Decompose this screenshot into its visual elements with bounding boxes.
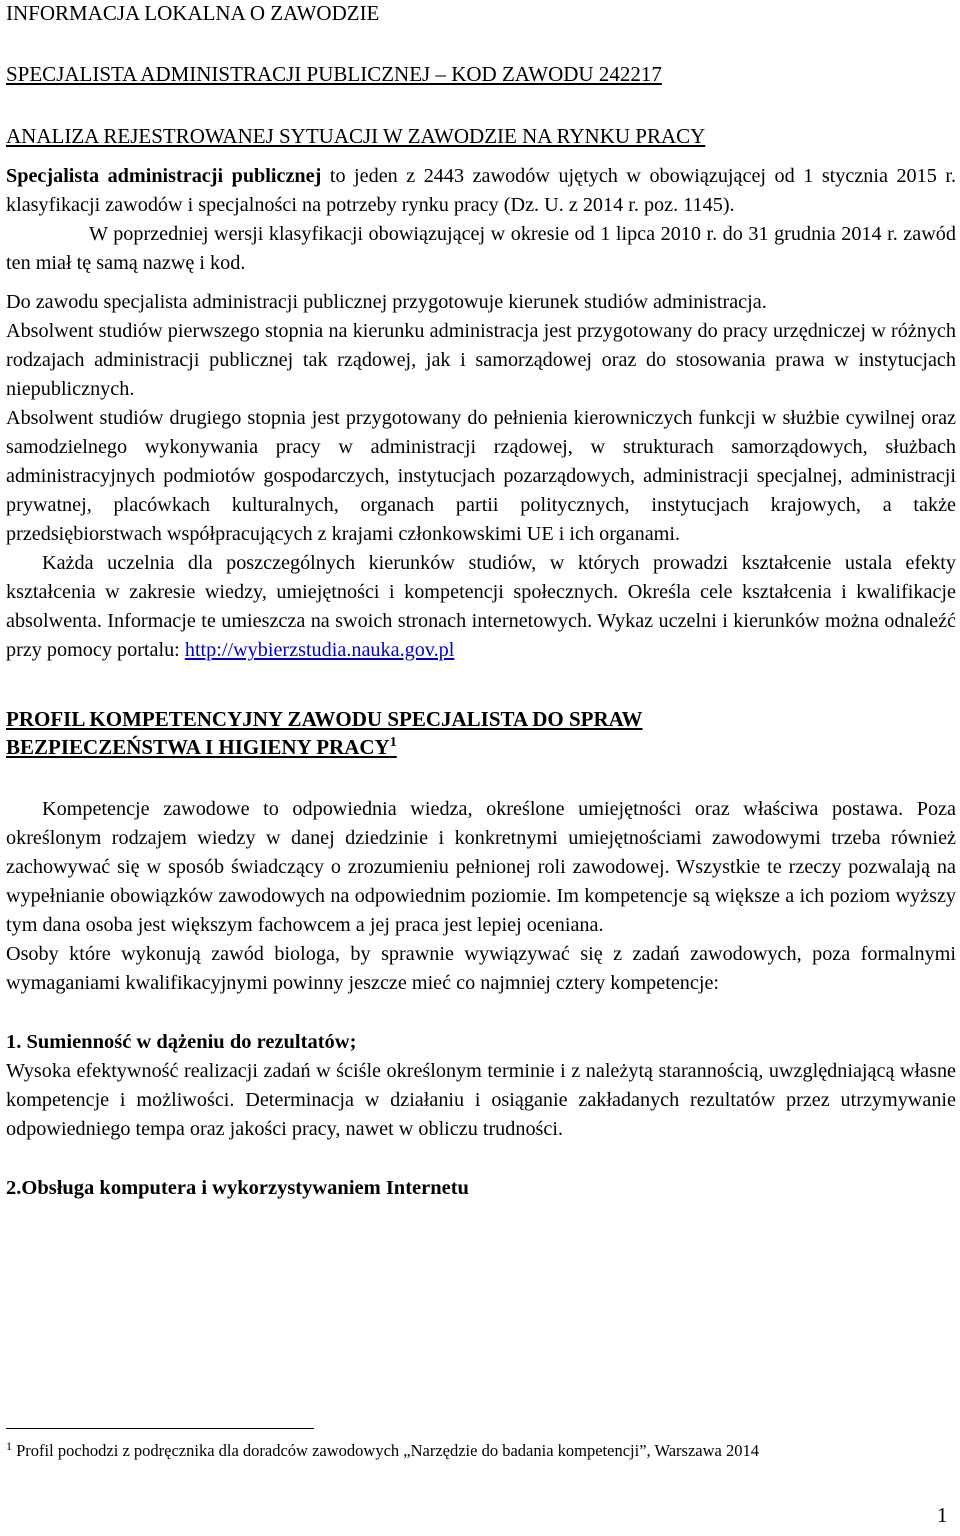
section-1-text: Wysoka efektywność realizacji zadań w ściśle określonym terminie i z należytą starannością, uwzględniającą własne kompetencje i możliwości. Determinacja w działaniu i osiąganie zakładanych rezultatów przez utrzymywanie odpowiedniego tempa oraz jakości pracy, nawet w obliczu trudności. [6, 1060, 956, 1140]
analysis-heading: ANALIZA REJESTROWANEJ SYTUACJI W ZAWODZIE NA RYNKU PRACY [6, 124, 706, 148]
previous-classification-paragraph: W poprzedniej wersji klasyfikacji obowiązującej w okresie od 1 lipca 2010 r. do 31 grudnia 2014 r. zawód ten miał tę samą nazwę i kod. [6, 223, 956, 274]
intro-paragraph [6, 162, 956, 220]
footnote-text: Profil pochodzi z podręcznika dla doradców zawodowych „Narzędzie do badania kompetencji”, Warszawa 2014 [12, 1441, 759, 1460]
studies-paragraph: Do zawodu specjalista administracji publicznej przygotowuje kierunek studiów administracja. [6, 291, 767, 313]
second-degree-paragraph: Absolwent studiów drugiego stopnia jest przygotowany do pełnienia kierowniczych funkcji w służbie cywilnej oraz samodzielnego wykonywania pracy w administracji rządowej, w strukturach samorządowych, służbach administracyjnych podmiotów gospodarczych, instytucjach pozarządowych, administracji specjalnej, administracji prywatnej, placówkach kulturalnych, organach partii politycznych, instytucjach krajowych, a także przedsiębiorstwach współpracujących z krajami członkowskimi UE i ich organami. [6, 407, 956, 545]
footnote-reference[interactable]: 1 [389, 735, 397, 750]
profile-heading-line2: BEZPIECZEŃSTWA I HIGIENY PRACY [6, 735, 390, 759]
page-number: 1 [937, 1503, 948, 1527]
study-portal-link[interactable]: http://wybierzstudia.nauka.gov.pl [184, 639, 455, 661]
intro-text: to jeden z 2443 zawodów ujętych w obowiązującej od 1 stycznia 2015 r. klasyfikacji zawodów i specjalności na potrzeby rynku pracy (Dz. U. z 2014 r. poz. 1145). [6, 165, 956, 216]
footnote-divider [6, 1428, 314, 1429]
document-page [6, 0, 956, 1203]
universities-text: Każda uczelnia dla poszczególnych kierunków studiów, w których prowadzi kształcenie ustala efekty kształcenia w zakresie wiedzy, umiejętności i kompetencji społecznych. Określa cele kształcenia i kwalifikacje absolwenta. Informacje te umieszcza na swoich stronach internetowych. Wykaz uczelni i kierunków można odnaleźć przy pomocy portalu: [6, 552, 956, 661]
section-2-title: 2.Obsługa komputera i wykorzystywaniem Internetu [6, 1177, 469, 1199]
biologist-paragraph: Osoby które wykonują zawód biologa, by sprawnie wywiązywać się z zadań zawodowych, poza formalnymi wymaganiami kwalifikacyjnymi powinny jeszcze mieć co najmniej cztery kompetencje: [6, 943, 956, 994]
document-title: INFORMACJA LOKALNA O ZAWODZIE [6, 1, 380, 25]
universities-paragraph [6, 549, 956, 665]
competences-paragraph: Kompetencje zawodowe to odpowiednia wiedza, określone umiejętności oraz właściwa postawa. Poza określonym rodzajem wiedzy w danej dziedzinie i konkretnymi umiejętnościami zawodowymi trzeba również zachowywać się w sposób świadczący o zrozumieniu pełnionej roli zawodowej. Wszystkie te rzeczy pozwalają na wypełnianie obowiązków zawodowych na odpowiednim poziomie. Im kompetencje są większe a ich poziom wyższy tym dana osoba jest większym fachowcem a jej praca jest lepiej oceniana. [6, 798, 956, 936]
occupation-heading: SPECJALISTA ADMINISTRACJI PUBLICZNEJ – KOD ZAWODU 242217 [6, 62, 662, 86]
footnote-number: 1 [6, 1439, 12, 1453]
section-1-title: 1. Sumienność w dążeniu do rezultatów; [6, 1031, 357, 1053]
intro-bold-term: Specjalista administracji publicznej [6, 165, 322, 187]
footnote [6, 1440, 759, 1462]
profile-heading [6, 705, 956, 761]
first-degree-paragraph: Absolwent studiów pierwszego stopnia na kierunku administracja jest przygotowany do pracy urzędniczej w różnych rodzajach administracji publicznej tak rządowej, jak i samorządowej oraz do stosowania prawa w instytucjach niepublicznych. [6, 320, 956, 400]
profile-heading-line1: PROFIL KOMPETENCYJNY ZAWODU SPECJALISTA DO SPRAW [6, 707, 643, 731]
